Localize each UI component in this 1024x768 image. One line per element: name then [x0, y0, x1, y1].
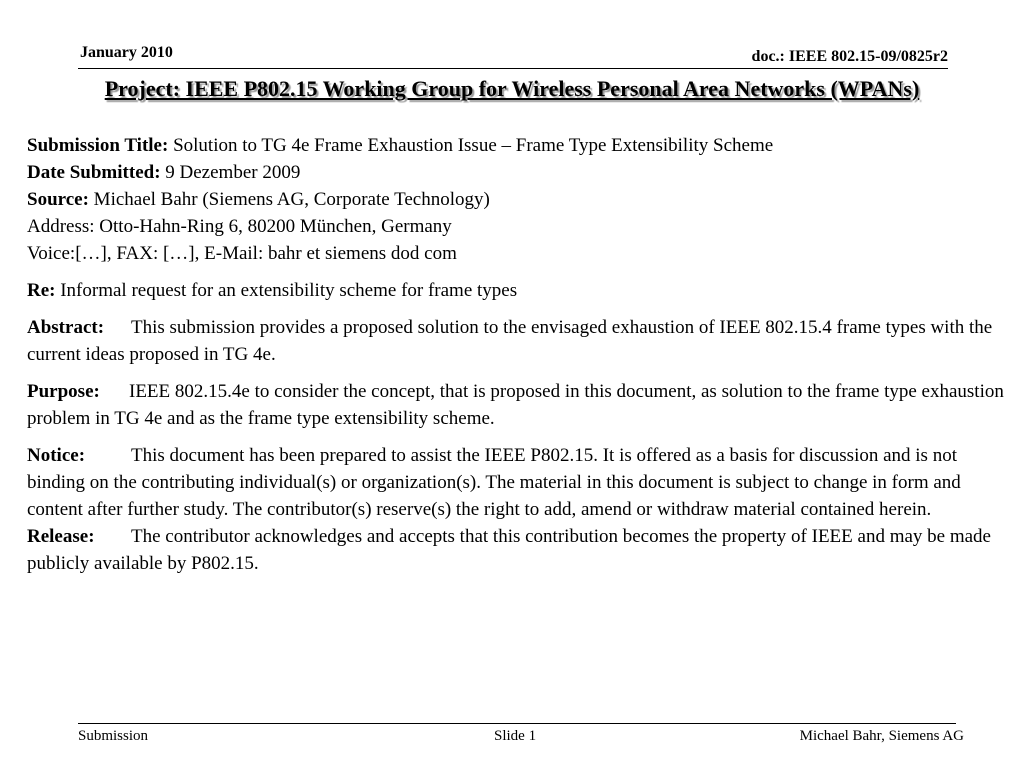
header-date: January 2010 [80, 44, 173, 61]
date-submitted-label: Date Submitted: [27, 162, 161, 183]
purpose-label: Purpose: [27, 381, 100, 402]
re-line [27, 277, 1017, 304]
notice-paragraph [27, 442, 1017, 523]
abstract-value: This submission provides a proposed solution to the envisaged exhaustion of IEEE 802.15.4 frame types with the current ideas proposed in TG 4e. [27, 317, 993, 365]
page-title: Project: IEEE P802.15 Working Group for Wireless Personal Area Networks (WPANs) [104, 76, 920, 101]
release-paragraph [27, 523, 1017, 577]
date-submitted-value: 9 Dezember 2009 [165, 162, 301, 183]
submission-title-value: Solution to TG 4e Frame Exhaustion Issue – Frame Type Extensibility Scheme [173, 135, 774, 156]
submission-title-line [27, 132, 1017, 159]
date-submitted-line [27, 159, 1017, 186]
purpose-paragraph [27, 378, 1017, 432]
header-doc-number: doc.: IEEE 802.15-09/0825r2 [751, 48, 948, 65]
purpose-value: IEEE 802.15.4e to consider the concept, that is proposed in this document, as solution to the frame type exhaustion problem in TG 4e and as the frame type extensibility scheme. [27, 381, 1004, 429]
footer-submission: Submission [78, 728, 149, 744]
source-value: Michael Bahr (Siemens AG, Corporate Technology) [93, 189, 490, 210]
footer-slide-number: Slide 1 [494, 728, 537, 744]
release-value: The contributor acknowledges and accepts that this contribution becomes the property of IEEE and may be made publicly available by P802.15. [27, 526, 991, 574]
notice-label: Notice: [27, 445, 86, 466]
abstract-label: Abstract: [27, 317, 105, 338]
source-line [27, 186, 1017, 213]
notice-value: This document has been prepared to assist the IEEE P802.15. It is offered as a basis for discussion and is not binding on the contributing individual(s) or organization(s). The material in this document is subject to change in form and content after further study. The contributor(s) reserve(s) the right to add, amend or withdraw material contained herein. [27, 445, 961, 520]
abstract-paragraph [27, 314, 1017, 368]
source-label: Source: [27, 189, 89, 210]
release-label: Release: [27, 526, 95, 547]
re-label: Re: [27, 280, 56, 301]
footer-divider [78, 723, 956, 724]
header-divider [78, 68, 948, 69]
re-value: Informal request for an extensibility scheme for frame types [60, 280, 518, 301]
submission-body [27, 132, 1017, 577]
footer-author: Michael Bahr, Siemens AG [799, 728, 964, 744]
address-line: Address: Otto-Hahn-Ring 6, 80200 München, Germany [27, 216, 452, 237]
contact-line: Voice:[…], FAX: […], E-Mail: bahr et siemens dod com [27, 243, 457, 264]
submission-title-label: Submission Title: [27, 135, 169, 156]
